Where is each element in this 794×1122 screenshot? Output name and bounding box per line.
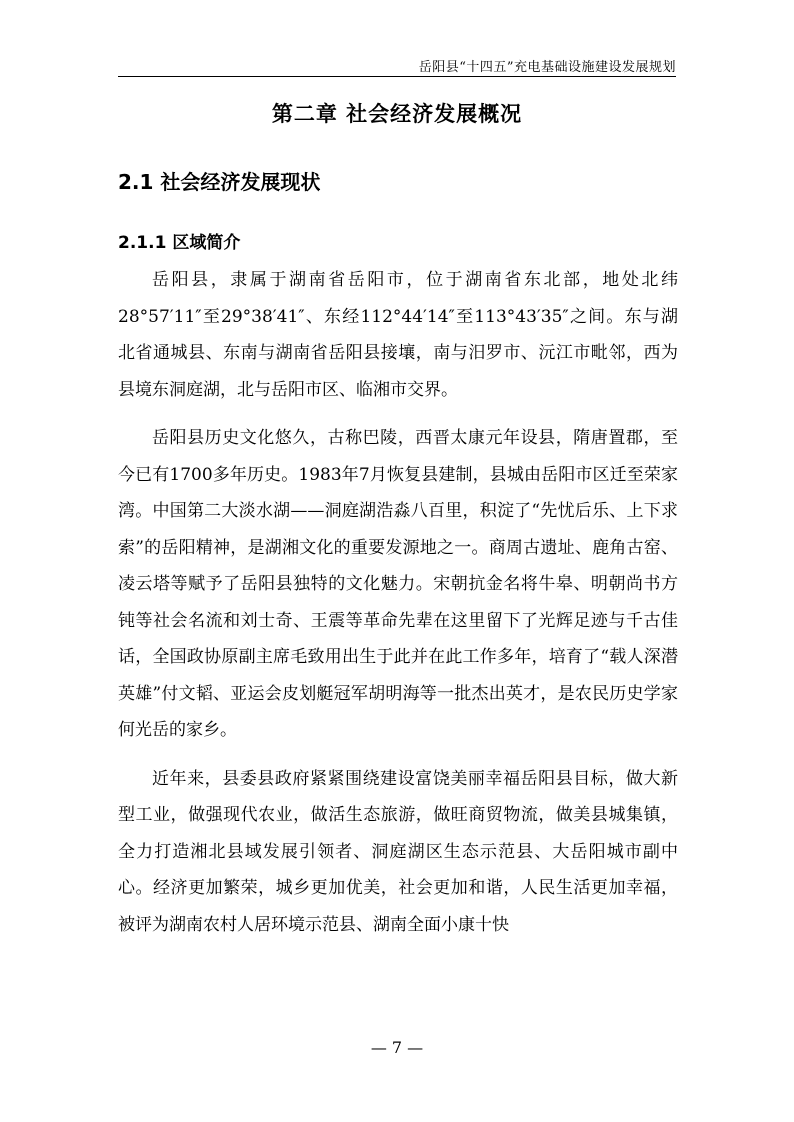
paragraph-development: 近年来，县委县政府紧紧围绕建设富饶美丽幸福岳阳县目标，做大新型工业，做强现代农业，做活生态旅游，做旺商贸物流，做美县城集镇，全力打造湘北县域发展引领者、洞庭湖区生态示范县、大岳阳城市副中心。经济更加繁荣，城乡更加优美，社会更加和谐，人民生活更加幸福，被评为湖南农村人居环境示范县、湖南全面小康十快	[118, 768, 678, 935]
page-number: — 7 —	[370, 1038, 424, 1057]
paragraph-location: 岳阳县，隶属于湖南省岳阳市，位于湖南省东北部，地处北纬28°57′11″至29°38′41″、东经112°44′14″至113°43′35″之间。东与湖北省通城县、东南与湖南省岳阳县接壤，南与汨罗市、沅江市毗邻，西为县境东洞庭湖，北与岳阳市区、临湘市交界。	[118, 270, 678, 400]
running-title: 岳阳县“十四五”充电基础设施建设发展规划	[418, 60, 676, 75]
section-heading: 2.1 社会经济发展现状	[118, 170, 321, 194]
body-text	[118, 262, 678, 955]
chapter-title: 第二章 社会经济发展概况	[271, 102, 523, 126]
paragraph-history: 岳阳县历史文化悠久，古称巴陵，西晋太康元年设县，隋唐置郡，至今已有1700多年历史。1983年7月恢复县建制，县城由岳阳市区迁至荣家湾。中国第二大淡水湖——洞庭湖浩淼八百里，积淀了“先忧后乐、上下求索”的岳阳精神，是湖湘文化的重要发源地之一。商周古遗址、鹿角古窑、凌云塔等赋予了岳阳县独特的文化魅力。宋朝抗金名将牛皋、明朝尚书方钝等社会名流和刘士奇、王震等革命先辈在这里留下了光辉足迹与千古佳话，全国政协原副主席毛致用出生于此并在此工作多年，培育了“载人深潜英雄”付文韬、亚运会皮划艇冠军胡明海等一批杰出英才，是农民历史学家何光岳的家乡。	[118, 428, 678, 740]
subsection-heading: 2.1.1 区域简介	[118, 233, 241, 253]
page-header	[118, 44, 676, 77]
